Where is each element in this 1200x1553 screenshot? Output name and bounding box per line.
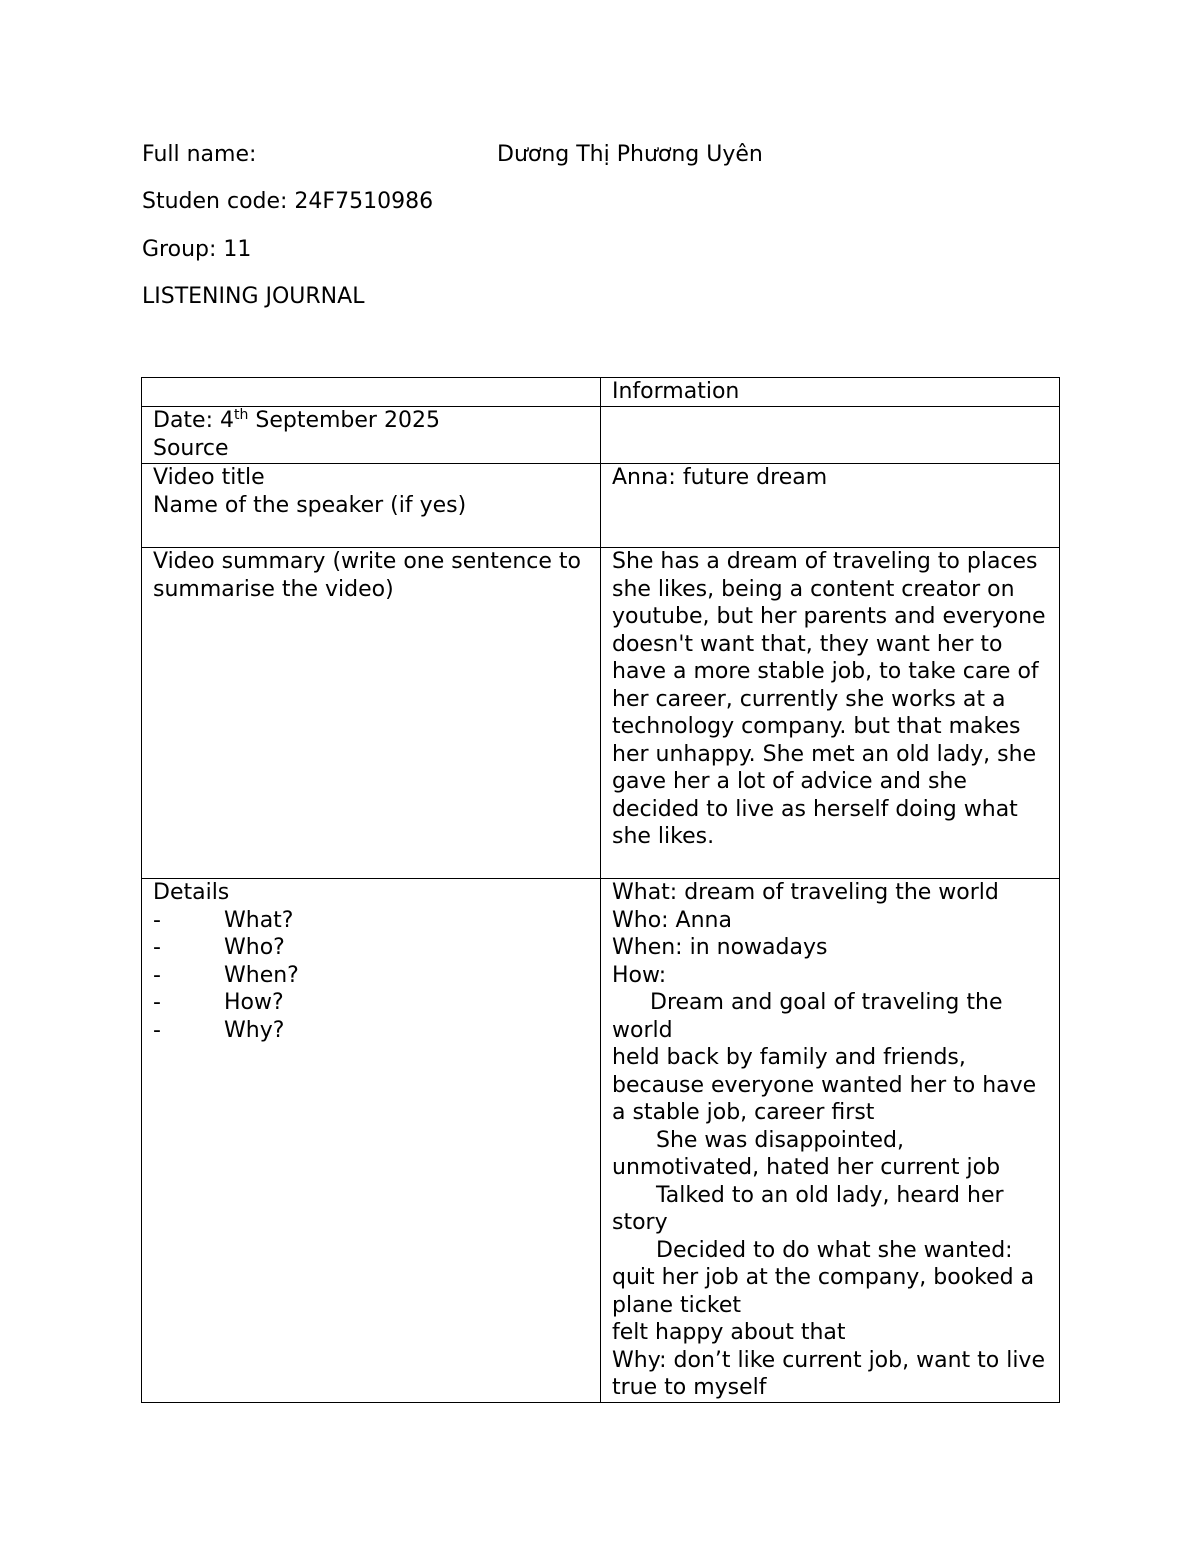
- bullet-item: - Who?: [153, 935, 285, 960]
- date-source-row: [142, 407, 1060, 464]
- full-name-label: Full name:: [142, 142, 257, 167]
- details-label-cell: [142, 879, 601, 1403]
- video-summary-value: She has a dream of traveling to places she likes, being a content creator on youtube, but her parents and everyone doesn't want that, they want her to have a more stable job, to take care of her career, currently she works at a technology company. but that makes her unhappy. She met an old lady, she gave her a lot of advice and she decided to live as herself doing what she likes.: [601, 548, 1060, 879]
- header-cell-information: Information: [601, 378, 1060, 407]
- date-source-label-cell: [142, 407, 601, 464]
- journal-title: LISTENING JOURNAL: [142, 284, 365, 309]
- details-label: Details: [153, 880, 230, 905]
- details-how-item: Talked to an old lady, heard her story: [612, 1182, 1004, 1235]
- details-row: [142, 879, 1060, 1403]
- video-title-value: Anna: future dream: [601, 464, 1060, 548]
- details-when: When: in nowadays: [612, 935, 828, 960]
- student-code: Studen code: 24F7510986: [142, 189, 434, 214]
- speaker-label: Name of the speaker (if yes): [153, 492, 467, 518]
- table-header-row: [142, 378, 1060, 407]
- video-title-row: [142, 464, 1060, 548]
- bullet-item: - How?: [153, 990, 284, 1015]
- details-how-item: Decided to do what she wanted: quit her job at the company, booked a plane ticket: [612, 1237, 1035, 1318]
- details-how-label: How:: [612, 962, 667, 988]
- header-cell-empty: [142, 378, 601, 407]
- details-value-cell: [601, 879, 1060, 1403]
- date-label: [153, 407, 590, 435]
- listening-journal-table: [141, 377, 1060, 1403]
- details-what: What: dream of traveling the world: [612, 880, 999, 905]
- date-ordinal: th: [234, 407, 249, 423]
- full-name-value: Dương Thị Phương Uyên: [497, 142, 763, 167]
- video-summary-row: [142, 548, 1060, 879]
- details-how-item: held back by family and friends, because everyone wanted her to have a stable job, career first: [612, 1045, 1037, 1125]
- bullet-item: - When?: [153, 962, 299, 988]
- date-prefix: Date: 4: [153, 408, 234, 433]
- details-who: Who: Anna: [612, 907, 732, 933]
- details-how-item: Dream and goal of traveling the world: [612, 990, 1003, 1043]
- details-why: Why: don’t like current job, want to live true to myself: [612, 1347, 1045, 1400]
- video-title-label-cell: [142, 464, 601, 548]
- video-title-label: Video title: [153, 465, 265, 490]
- details-how-item: She was disappointed, unmotivated, hated her current job: [612, 1127, 1001, 1180]
- source-label: Source: [153, 435, 229, 461]
- date-suffix: September 2025: [248, 408, 440, 433]
- details-how-item: felt happy about that: [612, 1320, 846, 1345]
- bullet-item: - Why?: [153, 1017, 285, 1043]
- group-number: Group: 11: [142, 237, 252, 262]
- video-summary-label: Video summary (write one sentence to summarise the video): [142, 548, 601, 879]
- date-source-value-cell: [601, 407, 1060, 464]
- bullet-item: - What?: [153, 907, 294, 933]
